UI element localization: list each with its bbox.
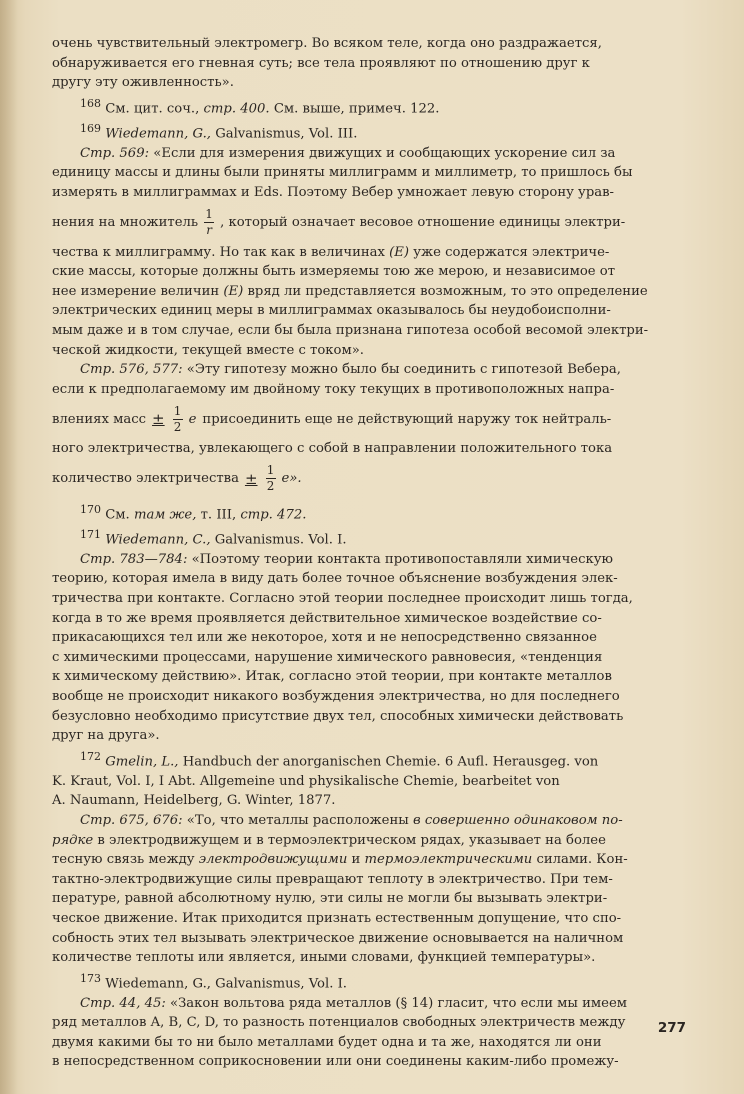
text-line: другу эту оживленность».	[52, 75, 234, 91]
text-line: тричества при контакте. Согласно этой теории последнее происходит лишь тогда,	[52, 591, 633, 607]
fraction-numerator: 1	[266, 463, 275, 478]
text-line: собность этих тел вызывать электрическое движение основывается на наличном	[52, 930, 624, 946]
text-span: т. III,	[200, 507, 237, 523]
text-span: рядке	[52, 832, 94, 848]
page-reference: Стр. 44, 45:	[80, 995, 166, 1011]
fraction	[204, 208, 214, 237]
text-line: прикасающихся тел или же некоторое, хотя и не непосредственно связанное	[52, 630, 597, 646]
text-span: Galvanismus, Vol. III.	[215, 126, 358, 142]
text-line: очень чувствительный электромегр. Во всяком теле, когда оно раздражается,	[52, 36, 602, 51]
text-line: ряд металлов A, B, C, D, то разность потенциалов свободных электричеств между	[52, 1015, 626, 1031]
text-line	[52, 282, 690, 302]
text-line: мым даже и в том случае, если бы была признана гипотеза особой весомой электри-	[52, 322, 649, 338]
text-line: к химическому действию». Итак, согласно этой теории, при контакте металлов	[52, 669, 612, 685]
fraction-numerator: 1	[173, 403, 182, 418]
symbol: (E)	[223, 283, 244, 299]
author-name: Wiedemann, C.,	[105, 532, 211, 548]
text-line	[52, 360, 690, 380]
text-span: чества к миллиграмму. Но так как в величинах	[52, 244, 385, 260]
text-span: «То, что металлы расположены	[186, 812, 409, 828]
author-name: Wiedemann, G.,	[105, 126, 211, 142]
text-line: обнаруживается его гневная суть; все тела проявляют по отношению друг к	[52, 55, 590, 71]
text-line: ческой жидкости, текущей вместе с током».	[52, 342, 364, 358]
text-line	[52, 850, 690, 870]
text-line: единицу массы и длины были приняты миллиграмм и миллиметр, то пришлось бы	[52, 165, 633, 181]
page-reference: Стр. 675, 676:	[80, 812, 183, 828]
text-span: нения на множитель	[52, 215, 199, 231]
footnote-170	[52, 500, 690, 525]
page-reference: Стр. 783—784:	[80, 551, 188, 567]
text-line: ного электричества, увлекающего с собой в направлении положительного тока	[52, 441, 613, 457]
text-line: теорию, которая имела в виду дать более точное объяснение возбуждения элек-	[52, 571, 618, 587]
text-span: в совершенно одинаковом по-	[412, 812, 623, 828]
text-line	[52, 811, 690, 831]
text-span: стр. 400.	[203, 101, 270, 117]
fraction	[173, 405, 183, 434]
text-span: См. выше, примеч. 122.	[273, 101, 440, 117]
text-span: в электродвижущем и в термоэлектрическом рядах, указывает на более	[97, 832, 606, 848]
symbol: (E)	[389, 244, 410, 260]
text-line: электрических единиц меры в миллиграммах оказывалось бы неудобоисполни-	[52, 303, 611, 319]
text-line: ческое движение. Итак приходится признать естественным допущение, что спо-	[52, 910, 622, 926]
text-span: См. цит. соч.,	[105, 101, 200, 117]
footnote-171	[52, 525, 690, 550]
formula-line	[52, 203, 690, 243]
text-span: стр. 472.	[240, 507, 307, 523]
text-span: электродвижущими	[198, 852, 348, 868]
text-span: силами. Кон-	[536, 852, 628, 868]
text-span: количество электричества	[52, 471, 239, 487]
text-line: количестве теплоты или является, иными словами, функцией температуры».	[52, 950, 596, 966]
fraction	[266, 464, 276, 493]
footnote-number: 169	[80, 121, 101, 135]
text-line	[52, 831, 690, 851]
formula-line	[52, 459, 690, 499]
text-span: уже содержатся электриче-	[413, 244, 610, 260]
text-line: если к предполагаемому им двойному току текущих в противоположных напра-	[52, 381, 615, 397]
formula-line	[52, 399, 690, 439]
footnote-number: 170	[80, 502, 101, 516]
text-line: безусловно необходимо присутствие двух тел, способных химически действовать	[52, 708, 624, 724]
footnote-169	[52, 119, 690, 144]
page-reference: Стр. 576, 577:	[80, 362, 183, 378]
plus-minus-sign: ±	[152, 410, 165, 429]
text-span: вряд ли представляется возможным, то это определение	[247, 283, 648, 299]
text-line: в непосредственном соприкосновении или они соединены каким-либо промежу-	[52, 1054, 619, 1070]
footnote-number: 168	[80, 96, 101, 110]
fraction-denominator: 2	[173, 419, 182, 434]
text-line	[52, 144, 690, 164]
text-line	[52, 994, 690, 1014]
text-span: «Поэтому теории контакта противопоставляли химическую	[191, 551, 613, 567]
text-span: нее измерение величин	[52, 283, 220, 299]
text-line: K. Kraut, Vol. I, I Abt. Allgemeine und physikalische Chemie, bearbeitet von	[52, 773, 560, 789]
plus-minus-sign: ±	[244, 469, 258, 488]
text-line: когда в то же время проявляется действительное химическое воздействие со-	[52, 610, 602, 626]
text-line: друг на друга».	[52, 728, 160, 744]
footnote-number: 173	[80, 971, 101, 985]
text-span: Wiedemann, G., Galvanismus, Vol. I.	[105, 976, 347, 992]
fraction-numerator: 1	[205, 207, 213, 222]
text-line: с химическими процессами, нарушение химического равновесия, «тенденция	[52, 649, 603, 665]
fraction-denominator: r	[206, 223, 212, 238]
text-span: , который означает весовое отношение единицы электри-	[220, 215, 626, 231]
footnote-168	[52, 94, 690, 119]
fraction-denominator: 2	[266, 479, 275, 494]
text-line: двумя какими бы то ни было металлами будет одна и та же, находятся ли они	[52, 1034, 602, 1050]
text-span: там же,	[133, 507, 197, 523]
text-line: измерять в миллиграммах и Eds. Поэтому Вебер умножает левую сторону урав-	[52, 184, 615, 200]
footnote-173	[52, 969, 690, 994]
text-line	[52, 243, 690, 263]
text-span: «Закон вольтова ряда металлов (§ 14) гласит, что если мы имеем	[170, 995, 628, 1011]
text-line: пературе, равной абсолютному нулю, эти силы не могли бы вызывать электри-	[52, 891, 608, 907]
text-span: «Если для измерения движущих и сообщающих ускорение сил за	[153, 145, 616, 161]
symbol: e».	[281, 471, 302, 487]
text-line	[52, 550, 690, 570]
symbol: e	[188, 411, 197, 427]
text-line: A. Naumann, Heidelberg, G. Winter, 1877.	[52, 793, 336, 809]
text-span: Galvanismus. Vol. I.	[214, 532, 347, 548]
text-span: «Эту гипотезу можно было бы соединить с гипотезой Вебера,	[186, 362, 621, 378]
page-reference: Стр. 569:	[80, 145, 150, 161]
footnote-number: 171	[80, 527, 101, 541]
text-span: Handbuch der anorganischen Chemie. 6 Aufl. Herausgeg. von	[182, 754, 599, 770]
footnote-number: 172	[80, 749, 101, 763]
author-name: Gmelin, L.,	[105, 754, 179, 770]
text-span: тесную связь между	[52, 852, 195, 868]
text-span: термоэлектрическими	[364, 852, 533, 868]
footnote-172	[52, 747, 690, 772]
text-line: вообще не происходит никакого возбуждения электричества, но для последнего	[52, 689, 620, 704]
page-number: 277	[657, 1020, 686, 1036]
text-span: присоединить еще не действующий наружу ток нейтраль-	[202, 411, 612, 427]
text-span: См.	[105, 507, 130, 523]
text-line: тактно-электродвижущие силы превращают теплоту в электричество. При тем-	[52, 871, 613, 887]
text-span: влениях масс	[52, 411, 147, 427]
text-span: и	[351, 852, 361, 868]
text-line: ские массы, которые должны быть измеряемы тою же мерою, и независимое от	[52, 264, 616, 280]
